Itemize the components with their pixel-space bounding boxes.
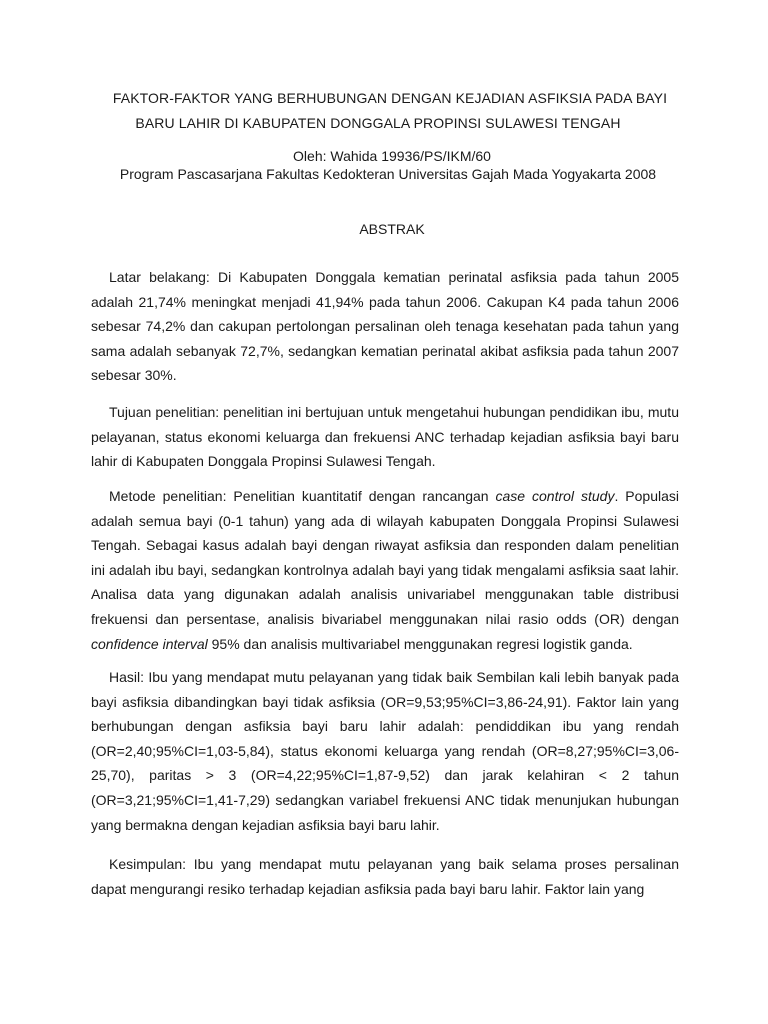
abstract-heading: ABSTRAK xyxy=(359,221,425,237)
paragraph-kesimpulan: Kesimpulan: Ibu yang mendapat mutu pelayanan yang baik selama proses persalinan dapat mengurangi resiko terhadap kejadian asfiksia pada bayi baru lahir. Faktor lain yang xyxy=(91,856,679,897)
author-line: Oleh: Wahida 19936/PS/IKM/60 xyxy=(293,148,491,164)
document-title-line-1: FAKTOR-FAKTOR YANG BERHUBUNGAN DENGAN KEJADIAN ASFIKSIA PADA BAYI xyxy=(112,90,668,106)
metode-italic-2: confidence interval xyxy=(91,635,208,652)
paragraph-hasil: Hasil: Ibu yang mendapat mutu pelayanan yang tidak baik Sembilan kali lebih banyak pada bayi asfiksia dibandingkan bayi tidak asfiksia (OR=9,53;95%CI=3,86-24,91). Faktor lain yang berhubungan dengan asfiksia bayi baru lahir adalah: pendiddikan ibu yang rendah (OR=2,40;95%CI=1,03-5,84), status ekonomi keluarga yang rendah (OR=8,27;95%CI=3,06-25,70), paritas > 3 (OR=4,22;95%CI=1,87-9,52) dan jarak kelahiran < 2 tahun (OR=3,21;95%CI=1,41-7,29) sedangkan variabel frekuensi ANC tidak menunjukan hubungan yang bermakna dengan kejadian asfiksia bayi baru lahir. xyxy=(91,669,679,833)
paragraph-latar-belakang: Latar belakang: Di Kabupaten Donggala kematian perinatal asfiksia pada tahun 2005 adalah 21,74% meningkat menjadi 41,94% pada tahun 2006. Cakupan K4 pada tahun 2006 sebesar 74,2% dan cakupan pertolongan persalinan oleh tenaga kesehatan pada tahun yang sama adalah sebanyak 72,7%, sedangkan kematian perinatal akibat asfiksia pada tahun 2007 sebesar 30%. xyxy=(91,269,679,384)
document-title-line-2: BARU LAHIR DI KABUPATEN DONGGALA PROPINSI SULAWESI TENGAH xyxy=(135,115,621,131)
metode-text-1: Metode penelitian: Penelitian kuantitatif dengan rancangan xyxy=(109,488,496,504)
metode-text-3: 95% dan analisis multivariabel menggunakan regresi logistik ganda. xyxy=(207,635,633,652)
paragraph-tujuan: Tujuan penelitian: penelitian ini bertujuan untuk mengetahui hubungan pendidikan ibu, mutu pelayanan, status ekonomi keluarga dan frekuensi ANC terhadap kejadian asfiksia bayi baru lahir di Kabupaten Donggala Propinsi Sulawesi Tengah. xyxy=(91,404,679,470)
paragraph-metode xyxy=(91,484,679,656)
metode-text-2: . Populasi adalah semua bayi (0-1 tahun) yang ada di wilayah kabupaten Donggala Propinsi Sulawesi Tengah. Sebagai kasus adalah bayi dengan riwayat asfiksia dan responden dalam penelitian ini adalah ibu bayi, sedangkan kontrolnya adalah bayi yang tidak mengalami asfiksia saat lahir. Analisa data yang digunakan adalah analisis univariabel menggunakan table distribusi frekuensi dan persentase, analisis bivariabel menggunakan nilai rasio odds (OR) dengan xyxy=(91,488,679,627)
metode-italic-1: case control study xyxy=(495,488,615,504)
institution-line: Program Pascasarjana Fakultas Kedokteran Universitas Gajah Mada Yogyakarta 2008 xyxy=(119,166,657,182)
